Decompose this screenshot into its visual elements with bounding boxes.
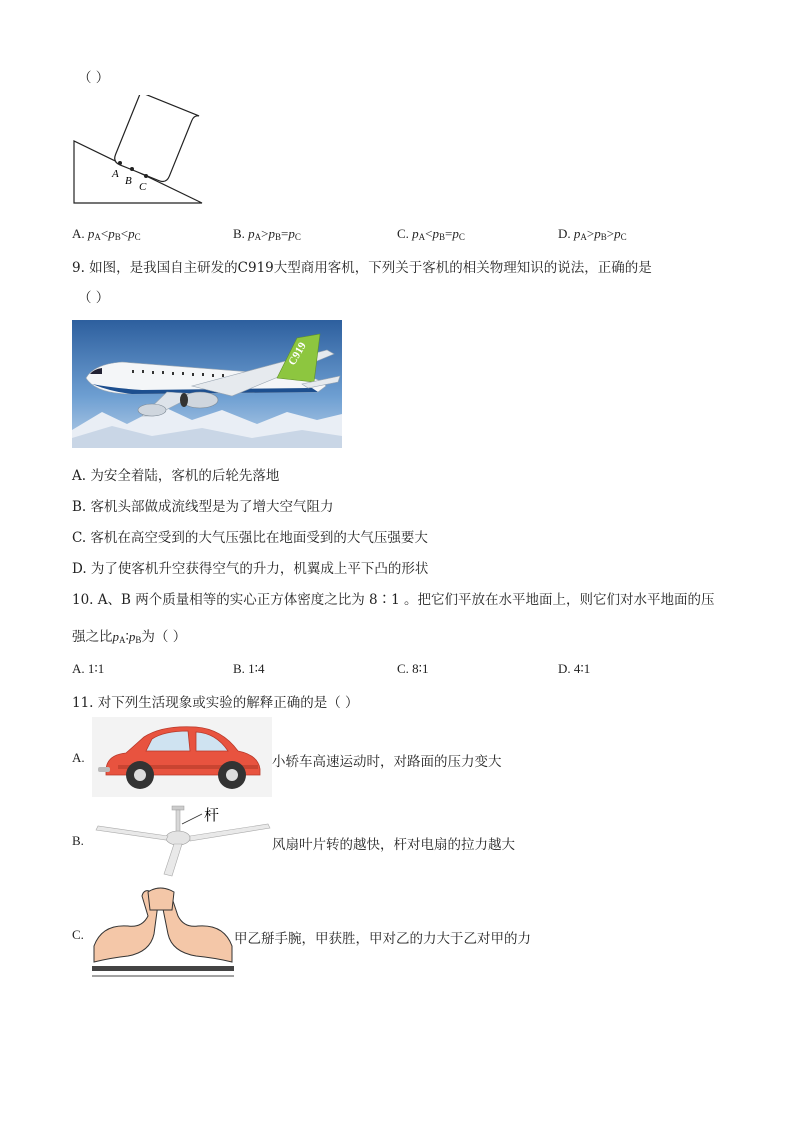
q9-option-d[interactable]: D. 为了使客机升空获得空气的升力，机翼成上平下凸的形状 (72, 561, 429, 577)
q9-bracket: （ ） (78, 290, 110, 306)
rod-label: 杆 (204, 808, 220, 824)
q9-option-b[interactable]: B. 客机头部做成流线型是为了增大空气阻力 (72, 499, 334, 515)
q11-option-c-text[interactable]: 甲乙掰手腕，甲获胜，甲对乙的力大于乙对甲的力 (234, 931, 531, 947)
q10-stem-line1: 10. A、B 两个质量相等的实心正方体密度之比为 8∶1 。把它们平放在水平地面上，则它们对水平地面的压 (72, 592, 715, 608)
q8-option-a[interactable]: A. $p_A<p_B<p_C$ (72, 226, 141, 242)
q9-stem: 9. 如图，是我国自主研发的C919大型商用客机，下列关于客机的相关物理知识的说法，正确的是 (72, 260, 652, 276)
q11-option-a-text[interactable]: 小轿车高速运动时，对路面的压力变大 (272, 754, 502, 770)
q11-stem: 11. 对下列生活现象或实验的解释正确的是（ ） (72, 695, 359, 711)
q8-bracket: （ ） (78, 70, 110, 86)
q9-option-c[interactable]: C. 客机在高空受到的大气压强比在地面受到的大气压强要大 (72, 530, 428, 546)
ratio-formula: $p_A∶p_B$ (112, 629, 142, 645)
q10-option-a[interactable]: A. 1∶1 (72, 661, 105, 676)
q10-option-b[interactable]: B. 1∶4 (233, 661, 265, 676)
q11-option-b-text[interactable]: 风扇叶片转的越快，杆对电扇的拉力越大 (272, 837, 515, 853)
c919-airplane-image (72, 320, 342, 448)
q11-option-a-letter[interactable]: A. (72, 750, 85, 765)
ceiling-fan-image (92, 800, 272, 880)
q10-option-c[interactable]: C. 8∶1 (397, 661, 429, 676)
car-image (92, 717, 272, 797)
q11-option-c-letter[interactable]: C. (72, 927, 84, 942)
q11-option-b-letter[interactable]: B. (72, 833, 84, 848)
q8-option-d[interactable]: D. $p_A>p_B>p_C$ (558, 226, 627, 242)
q8-option-b[interactable]: B. $p_A>p_B=p_C$ (233, 226, 301, 242)
label-a: A (112, 168, 119, 180)
q9-option-a[interactable]: A. 为安全着陆，客机的后轮先落地 (72, 468, 280, 484)
label-b: B (125, 175, 132, 187)
tail-text: C919 (286, 340, 309, 368)
incline-beaker-figure (66, 95, 208, 211)
q8-option-c[interactable]: C. $p_A<p_B=p_C$ (397, 226, 465, 242)
label-c: C (139, 181, 147, 193)
q10-option-d[interactable]: D. 4∶1 (558, 661, 591, 676)
arm-wrestling-image (92, 886, 234, 980)
q10-stem-line2: 强之比$p_A∶p_B$为（ ） (72, 629, 187, 645)
